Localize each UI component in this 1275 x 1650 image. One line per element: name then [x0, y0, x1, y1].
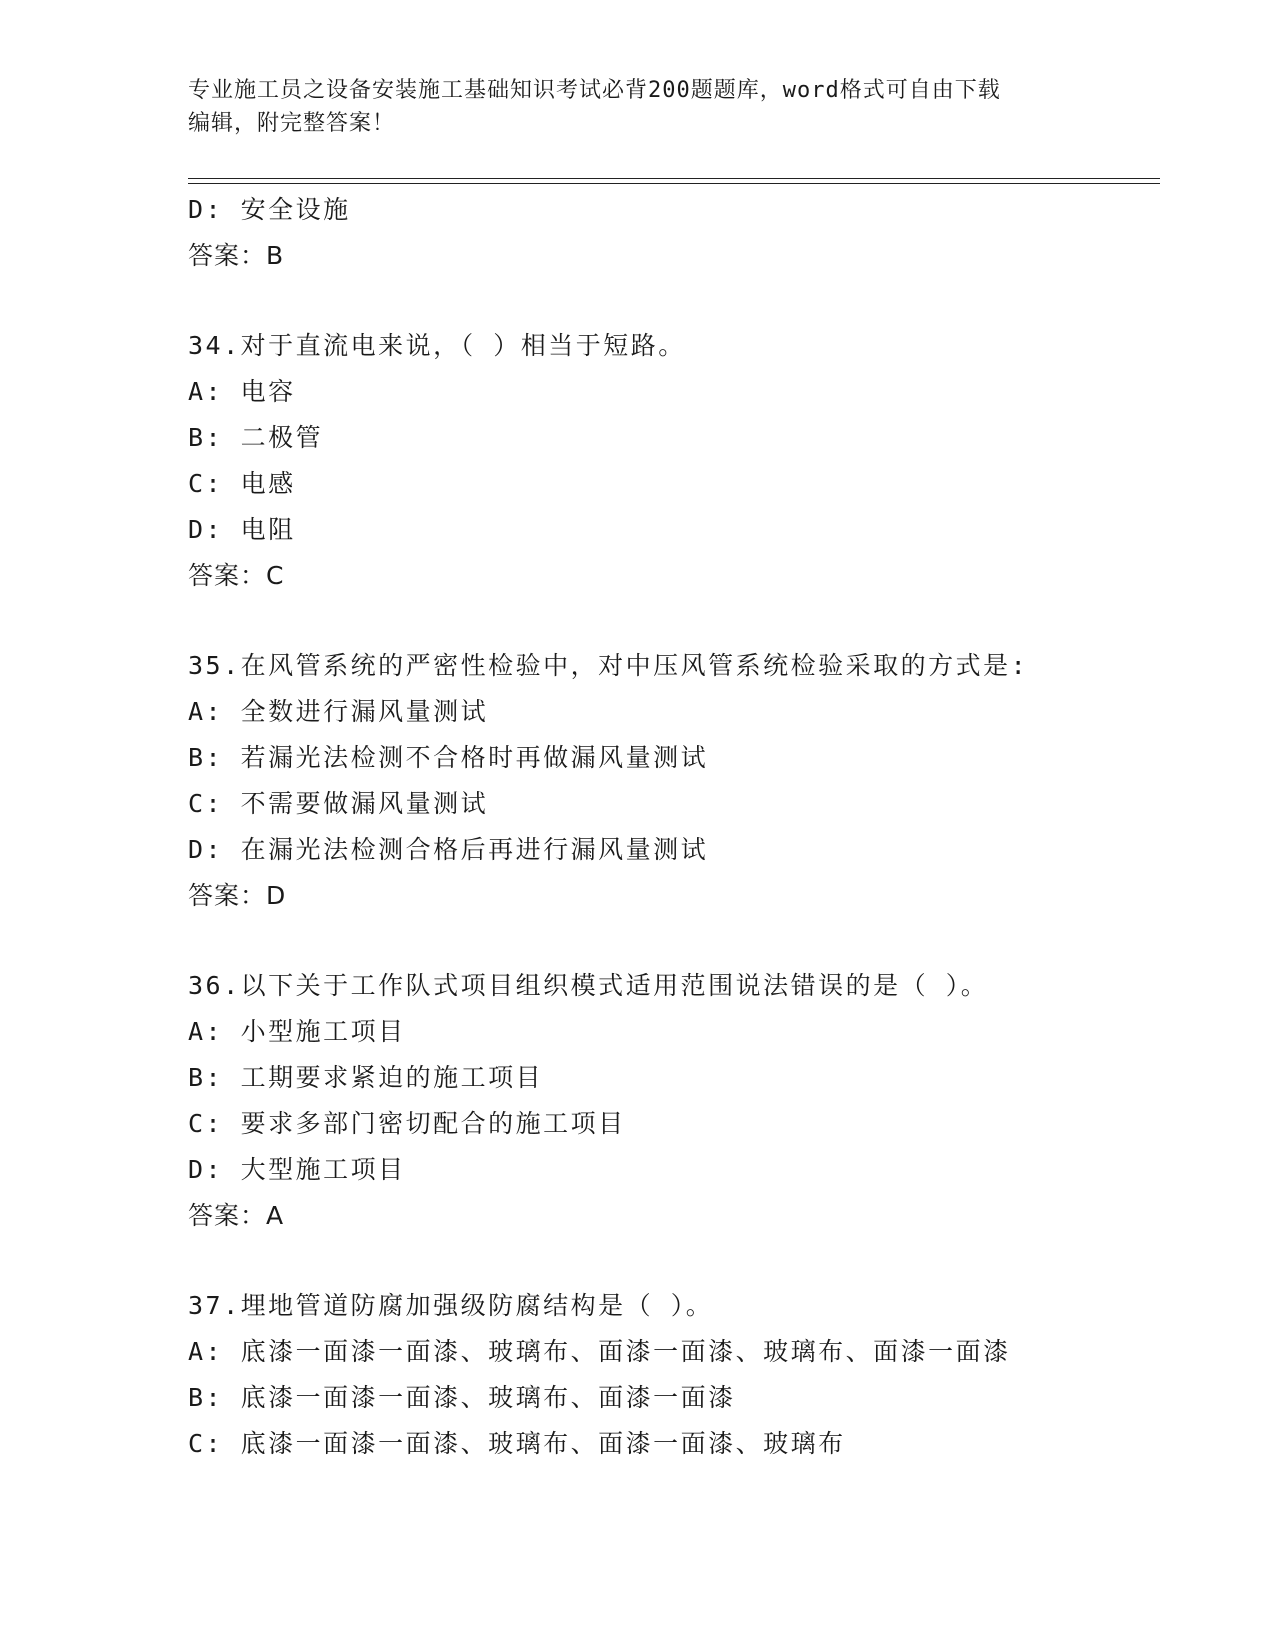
- option-c: C: 电感: [188, 469, 296, 498]
- previous-question-tail: [188, 187, 1160, 279]
- header-title-line-1: 专业施工员之设备安装施工基础知识考试必背200题题库，word格式可自由下载: [188, 78, 1001, 103]
- question-34: [188, 323, 1160, 599]
- option-d: D: 在漏光法检测合格后再进行漏风量测试: [188, 835, 709, 864]
- answer-line: 答案：A: [188, 1201, 285, 1230]
- option-b: B: 若漏光法检测不合格时再做漏风量测试: [188, 743, 709, 772]
- option-b: B: 底漆一面漆一面漆、玻璃布、面漆一面漆: [188, 1383, 736, 1412]
- question-35: [188, 643, 1160, 919]
- option-c: C: 底漆一面漆一面漆、玻璃布、面漆一面漆、玻璃布: [188, 1429, 846, 1458]
- option-a: A: 小型施工项目: [188, 1017, 406, 1046]
- answer-line: 答案：D: [188, 881, 287, 910]
- document-header: [188, 74, 1088, 140]
- header-divider-bottom: [188, 183, 1160, 184]
- option-c: C: 不需要做漏风量测试: [188, 789, 489, 818]
- question-list: [188, 187, 1160, 1467]
- question-stem: 37.埋地管道防腐加强级防腐结构是（ ）。: [188, 1291, 714, 1320]
- option-b: B: 工期要求紧迫的施工项目: [188, 1063, 544, 1092]
- option-d: D: 电阻: [188, 515, 296, 544]
- option-a: A: 电容: [188, 377, 296, 406]
- answer-line: 答案：C: [188, 561, 285, 590]
- header-title-line-2: 编辑，附完整答案！: [188, 111, 396, 136]
- question-36: [188, 963, 1160, 1239]
- option-d: D: 安全设施: [188, 195, 351, 224]
- option-a: A: 全数进行漏风量测试: [188, 697, 489, 726]
- answer-line: 答案：B: [188, 241, 285, 270]
- question-stem: 35.在风管系统的严密性检验中，对中压风管系统检验采取的方式是:: [188, 651, 1029, 680]
- question-37: [188, 1283, 1160, 1467]
- option-a: A: 底漆一面漆一面漆、玻璃布、面漆一面漆、玻璃布、面漆一面漆: [188, 1337, 1011, 1366]
- question-stem: 36.以下关于工作队式项目组织模式适用范围说法错误的是（ ）。: [188, 971, 989, 1000]
- option-d: D: 大型施工项目: [188, 1155, 406, 1184]
- header-divider-top: [188, 178, 1160, 179]
- question-stem: 34.对于直流电来说，（ ）相当于短路。: [188, 331, 686, 360]
- option-b: B: 二极管: [188, 423, 324, 452]
- option-c: C: 要求多部门密切配合的施工项目: [188, 1109, 626, 1138]
